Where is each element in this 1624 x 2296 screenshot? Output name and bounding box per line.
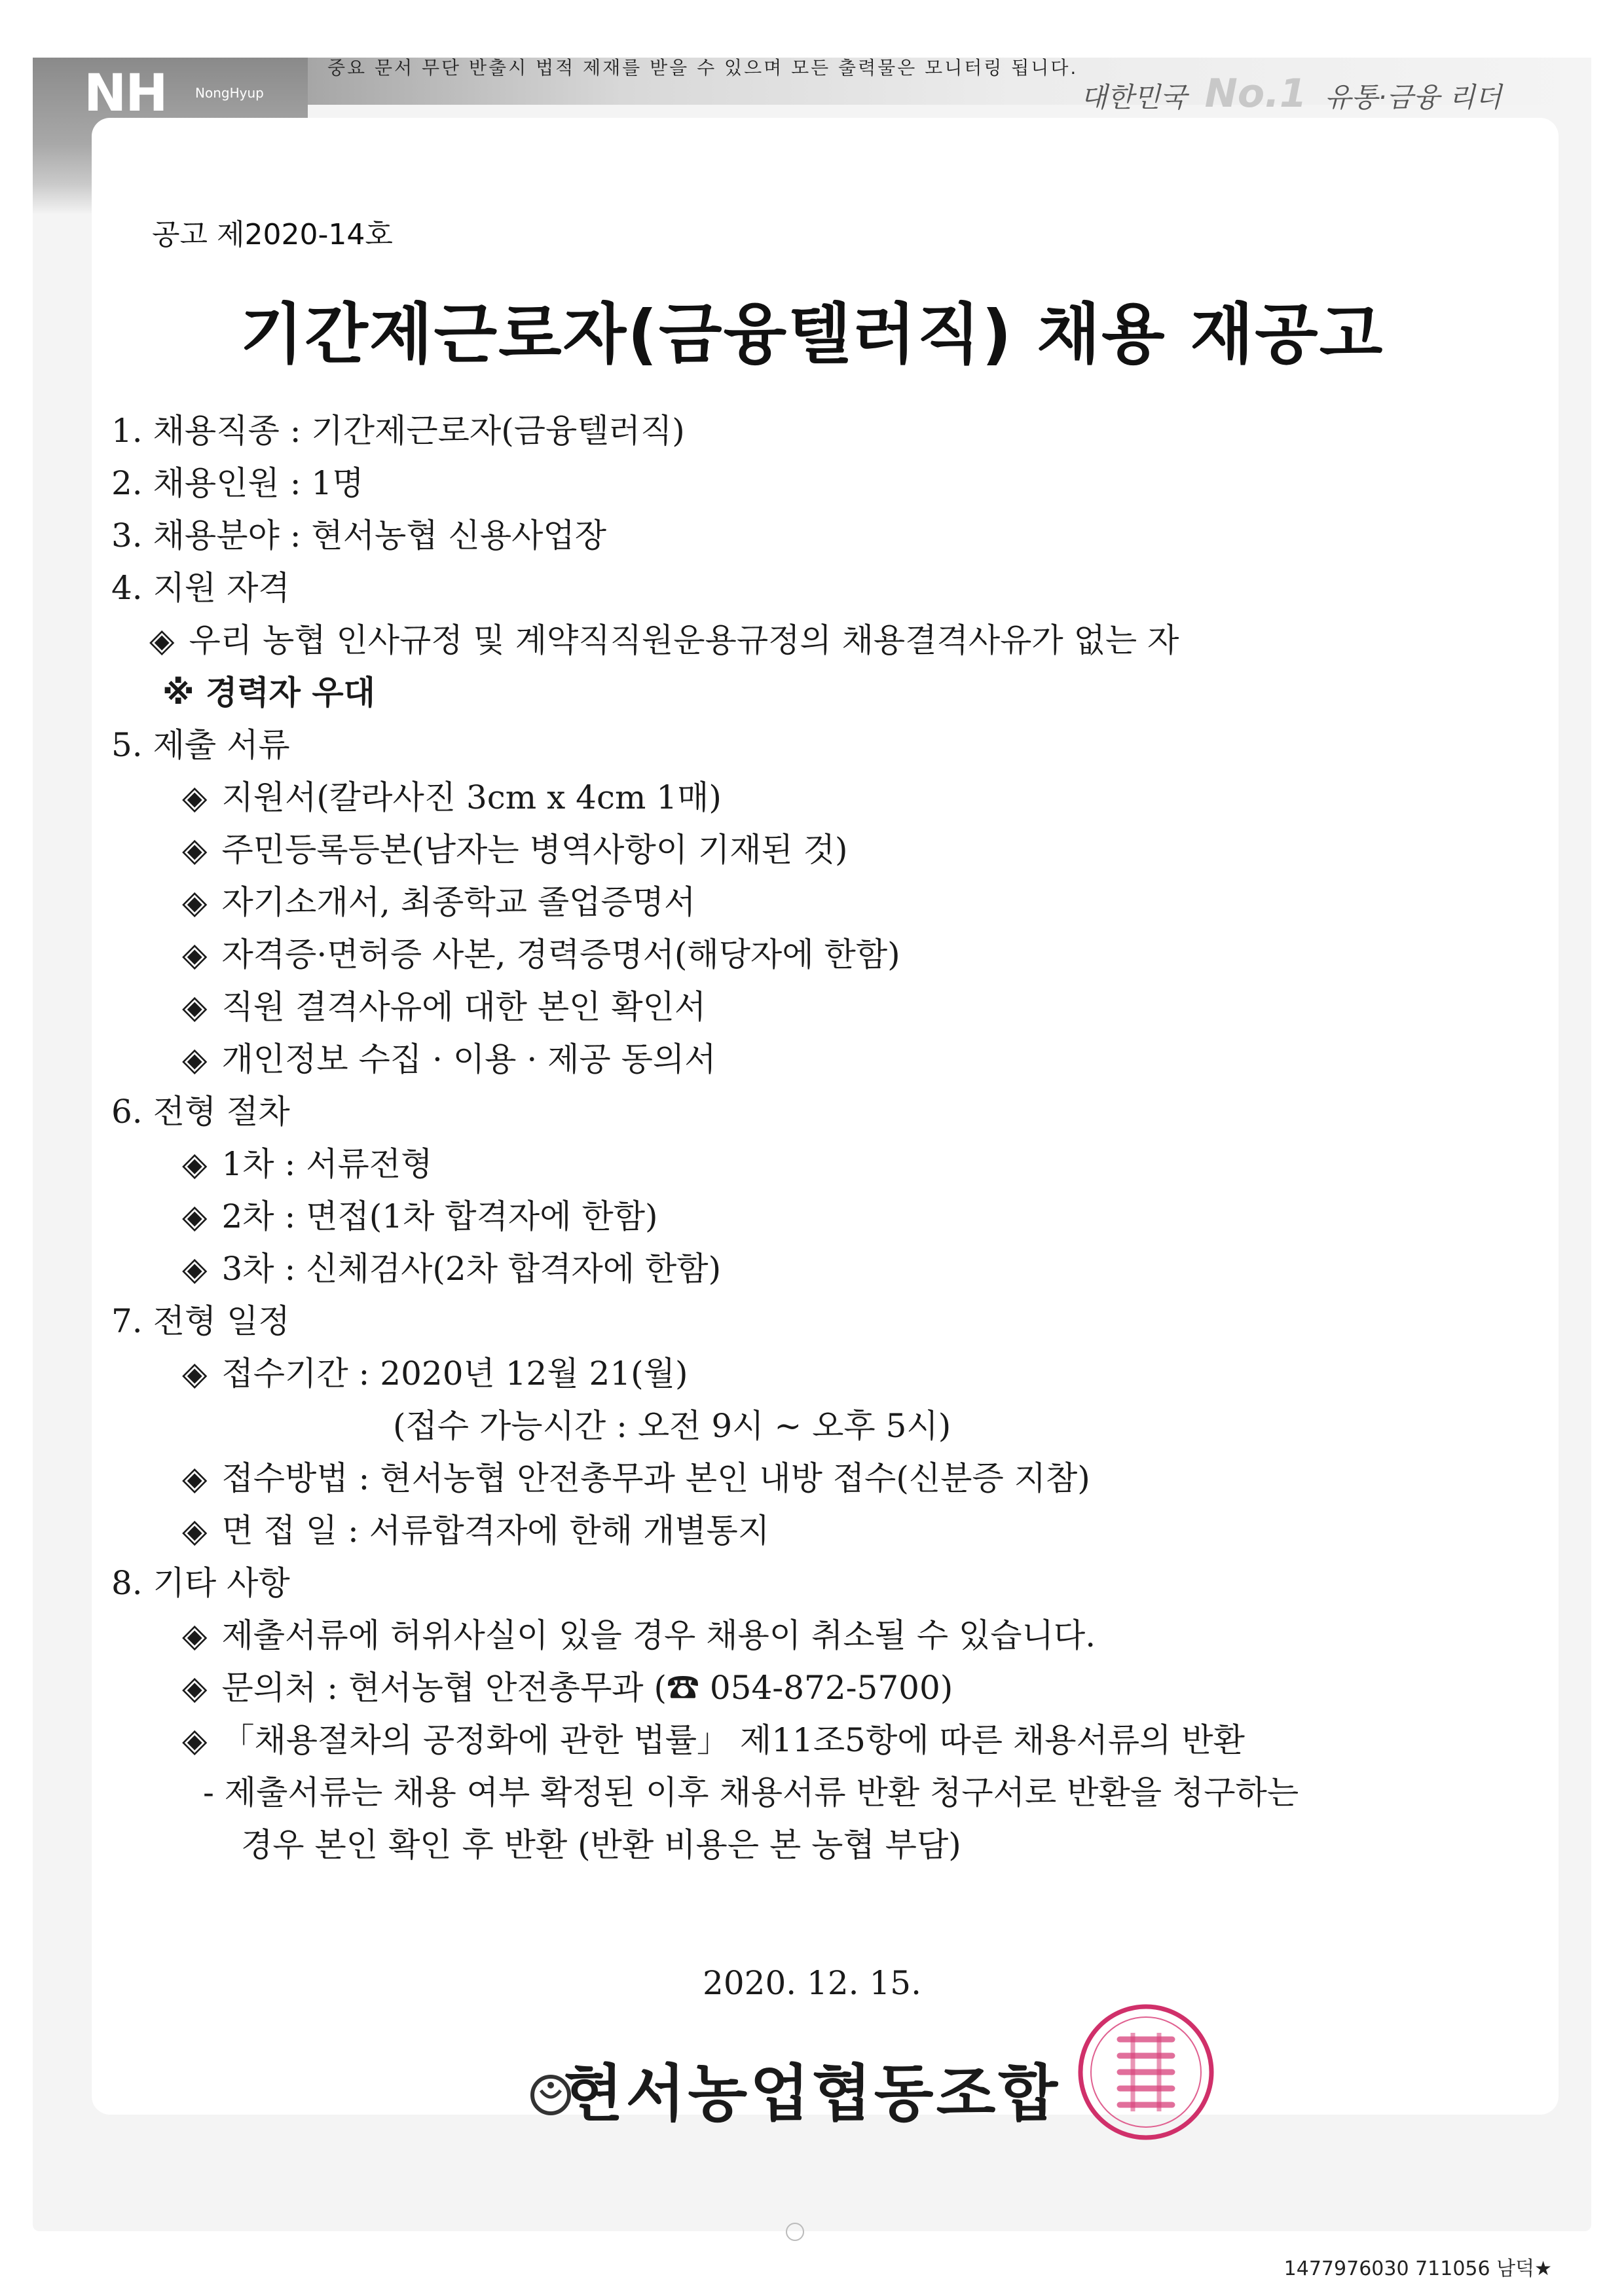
section-heading [111, 509, 1500, 562]
section-heading [111, 457, 1500, 509]
diamond-bullet-icon: ◈ [182, 936, 208, 974]
list-item [111, 1347, 1500, 1400]
line-text: 3. 채용분야 : 현서농협 신용사업장 [111, 517, 607, 555]
line-text: 접수기간 : 2020년 12월 21(월) [221, 1355, 688, 1393]
line-text: - 제출서류는 채용 여부 확정된 이후 채용서류 반환 청구서로 반환을 청구하는 [203, 1774, 1299, 1812]
list-item [111, 876, 1500, 928]
diamond-bullet-icon: ◈ [149, 621, 175, 659]
line-text: 8. 기타 사항 [111, 1564, 290, 1602]
diamond-bullet-icon: ◈ [182, 1512, 208, 1550]
section-heading [111, 1085, 1500, 1138]
diamond-bullet-icon: ◈ [182, 1040, 208, 1078]
list-item [111, 1819, 1500, 1871]
diamond-bullet-icon: ◈ [182, 1197, 208, 1235]
list-item [111, 771, 1500, 824]
diamond-bullet-icon: ◈ [182, 831, 208, 869]
line-text: 주민등록등본(남자는 병역사항이 기재된 것) [221, 831, 848, 869]
line-text: 면 접 일 : 서류합격자에 한해 개별통지 [221, 1512, 770, 1550]
organization-name: 현서농업협동조합 [563, 2058, 1061, 2130]
diamond-bullet-icon: ◈ [182, 1616, 208, 1654]
diamond-bullet-icon: ◈ [182, 988, 208, 1026]
list-item [111, 1400, 1500, 1452]
slogan-right: 유통·금융 리더 [1325, 81, 1502, 113]
slogan-left: 대한민국 [1080, 81, 1187, 113]
page-title: 기간제근로자(금융텔러직) 채용 재공고 [240, 296, 1384, 373]
list-item [111, 1504, 1500, 1557]
list-item [111, 1243, 1500, 1295]
line-text: 6. 전형 절차 [111, 1093, 290, 1131]
line-text: ※ 경력자 우대 [162, 674, 375, 712]
line-text: 5. 제출 서류 [111, 726, 290, 764]
announcement-date: 2020. 12. 15. [703, 1964, 921, 2002]
line-text: 경우 본인 확인 후 반환 (반환 비용은 본 농협 부담) [241, 1826, 961, 1864]
diamond-bullet-icon: ◈ [182, 778, 208, 816]
diamond-bullet-icon: ◈ [182, 1669, 208, 1707]
line-text: 7. 전형 일정 [111, 1302, 290, 1340]
line-text: 1차 : 서류전형 [221, 1145, 433, 1183]
list-item [111, 981, 1500, 1033]
line-text: 4. 지원 자격 [111, 569, 290, 607]
official-seal-icon [1074, 2000, 1218, 2144]
announcement-number: 공고 제2020-14호 [152, 218, 393, 251]
line-text: (접수 가능시간 : 오전 9시 ~ 오후 5시) [393, 1407, 951, 1445]
line-text: 2. 채용인원 : 1명 [111, 464, 364, 502]
slogan-no1: No.1 [1204, 71, 1307, 117]
section-heading [111, 1295, 1500, 1347]
list-item [111, 1452, 1500, 1504]
section-heading [111, 405, 1500, 457]
diamond-bullet-icon: ◈ [182, 1145, 208, 1183]
list-item [111, 614, 1500, 666]
diamond-bullet-icon: ◈ [182, 1721, 208, 1759]
line-text: 2차 : 면접(1차 합격자에 한함) [221, 1197, 658, 1235]
diamond-bullet-icon: ◈ [182, 1459, 208, 1497]
line-text: 1. 채용직종 : 기간제근로자(금융텔러직) [111, 412, 685, 450]
slogan [1080, 71, 1502, 117]
nh-logo-subtitle: NongHyup [195, 85, 264, 101]
line-text: 지원서(칼라사진 3cm x 4cm 1매) [221, 778, 722, 816]
line-text: 자기소개서, 최종학교 졸업증명서 [221, 883, 696, 921]
line-text: 개인정보 수집 · 이용 · 제공 동의서 [221, 1040, 716, 1078]
list-item [111, 1190, 1500, 1243]
list-item [111, 1033, 1500, 1085]
line-text: 자격증·면허증 사본, 경력증명서(해당자에 한함) [221, 936, 900, 974]
diamond-bullet-icon: ◈ [182, 883, 208, 921]
nh-logo: NH [84, 64, 167, 123]
section-heading [111, 1557, 1500, 1609]
diamond-bullet-icon: ◈ [182, 1355, 208, 1393]
section-heading [111, 719, 1500, 771]
announcement-body [111, 405, 1500, 1871]
line-text: 문의처 : 현서농협 안전총무과 (☎ 054-872-5700) [221, 1669, 953, 1707]
line-text: 우리 농협 인사규정 및 계약직직원운용규정의 채용결격사유가 없는 자 [189, 621, 1179, 659]
security-notice-banner: 중요 문서 무단 반출시 법적 제재를 받을 수 있으며 모든 출력물은 모니터링 됩니다. [327, 57, 1079, 79]
preference-note [111, 666, 1500, 719]
list-item [111, 1609, 1500, 1662]
page-hole-mark [786, 2223, 804, 2241]
list-item [111, 1714, 1500, 1766]
line-text: 제출서류에 허위사실이 있을 경우 채용이 취소될 수 있습니다. [221, 1616, 1096, 1654]
list-item [111, 824, 1500, 876]
list-item [111, 928, 1500, 981]
line-text: 접수방법 : 현서농협 안전총무과 본인 내방 접수(신분증 지참) [221, 1459, 1090, 1497]
line-text: 「채용절차의 공정화에 관한 법률」 제11조5항에 따른 채용서류의 반환 [221, 1721, 1245, 1759]
diamond-bullet-icon: ◈ [182, 1250, 208, 1288]
list-item [111, 1138, 1500, 1190]
line-text: 3차 : 신체검사(2차 합격자에 한함) [221, 1250, 722, 1288]
list-item [111, 1766, 1500, 1819]
footer-print-code: 1477976030 711056 남덕★ [1283, 2257, 1552, 2280]
line-text: 직원 결격사유에 대한 본인 확인서 [221, 988, 707, 1026]
section-heading [111, 562, 1500, 614]
list-item [111, 1662, 1500, 1714]
